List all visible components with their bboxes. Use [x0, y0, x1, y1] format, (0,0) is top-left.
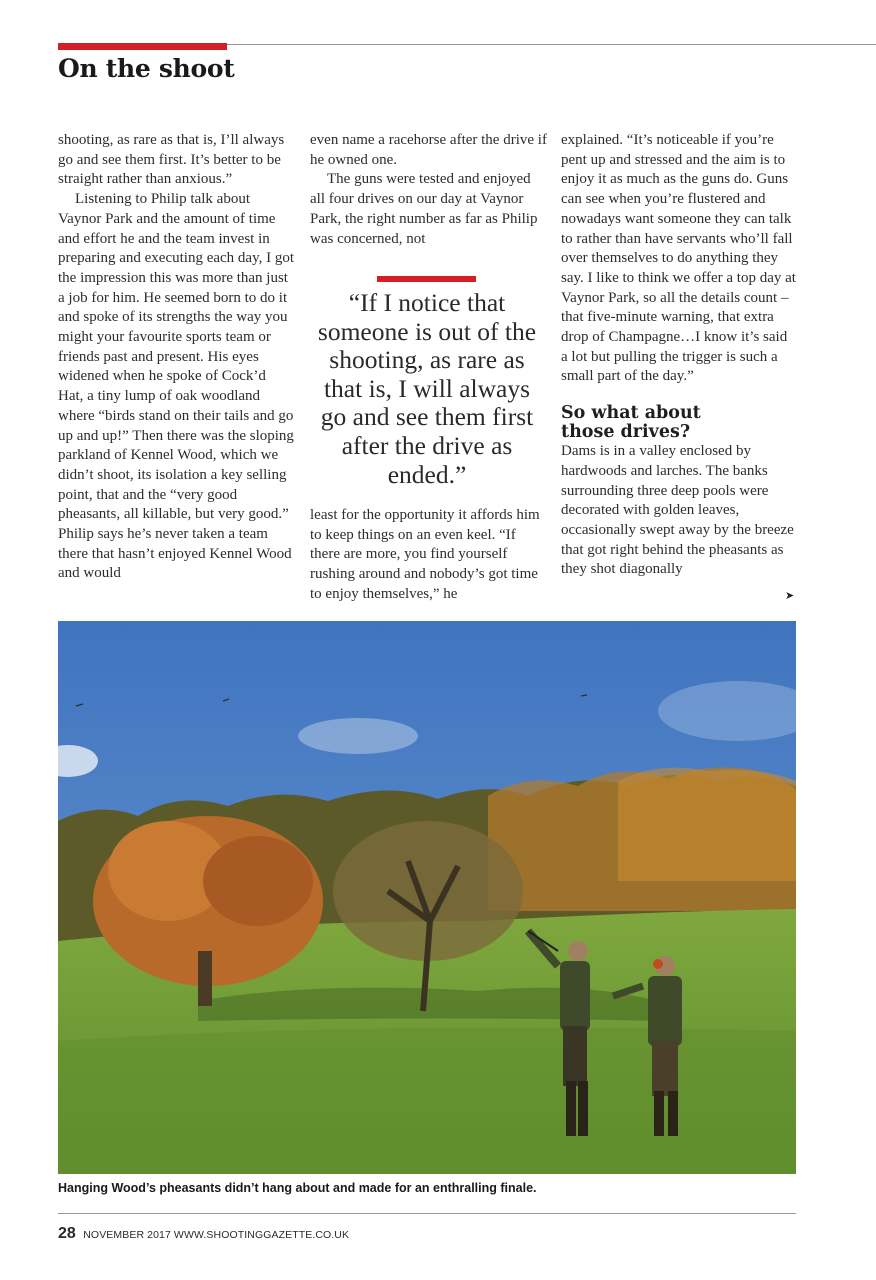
paragraph: least for the opportunity it affords him to keep things on an even keel. “If there are more, you find yourself rushing around and nobody’s got time to enjoy themselves,” he: [310, 507, 540, 602]
article-column-2-continued: [310, 506, 548, 605]
paragraph: Dams is in a valley enclosed by hardwoods and larches. The banks surrounding three deep pools were decorated with golden leaves, occasionally swept away by the breeze that got right behind the pheasants as they shot diagonally: [561, 443, 794, 578]
section-title: On the shoot: [58, 54, 235, 83]
article-photo: [58, 621, 796, 1174]
page-number: 28: [58, 1225, 76, 1242]
article-column-3: [561, 131, 797, 580]
paragraph: The guns were tested and enjoyed all four drives on our day at Vaynor Park, the right number as far as Philip was concerned, not: [310, 171, 538, 247]
issue-and-website: NOVEMBER 2017 WWW.SHOOTINGGAZETTE.CO.UK: [83, 1229, 350, 1241]
continue-arrow-icon: ➤: [785, 589, 795, 602]
paragraph: shooting, as rare as that is, I’ll always go and see them first. It’s better to be straight rather than anxious.”: [58, 132, 285, 188]
photo-caption: Hanging Wood’s pheasants didn’t hang about and made for an enthralling finale.: [58, 1181, 537, 1195]
pull-quote: “If I notice that someone is out of the shooting, as rare as that is, I will always go and see them first after the drive as ended.”: [317, 288, 537, 489]
page-footer: [58, 1225, 349, 1243]
header-accent-bar: [58, 43, 227, 50]
paragraph: explained. “It’s noticeable if you’re pent up and stressed and the aim is to enjoy it as much as the guns do. Guns can see when you’re flustered and nowadays want someone they can talk to rather than have servants who’ll fall over themselves to do anything they say. I like to think we offer a top day at Vaynor Park, so all the details count – that five-minute warning, that extra drop of Champagne…I know it’s said a lot but pulling the trigger is such a small part of the day.”: [561, 132, 796, 385]
paragraph: Listening to Philip talk about Vaynor Park and the amount of time and effort he and the team invest in preparing and executing each day, I got the impression this was more than just a job for him. He seemed born to do it and spoke of its strengths the way you might your favourite sports team or friends past and present. His eyes widened when he spoke of Cock’d Hat, a tiny lump of oak woodland where “birds stand on their tails and go up and up!” Then there was the sloping parkland of Kennel Wood, which we didn’t shoot, its isolation a key selling point, that and the “very good pheasants, all killable, but very good.” Philip says he’s never taken a team there that hasn’t enjoyed Kennel Wood and would: [58, 191, 295, 582]
article-column-2: [310, 131, 548, 249]
footer-rule: [58, 1213, 796, 1214]
subheading: So what about those drives?: [561, 403, 701, 443]
pull-quote-accent-bar: [377, 276, 476, 282]
paragraph: even name a racehorse after the drive if he owned one.: [310, 132, 547, 168]
article-column-1: [58, 131, 294, 584]
